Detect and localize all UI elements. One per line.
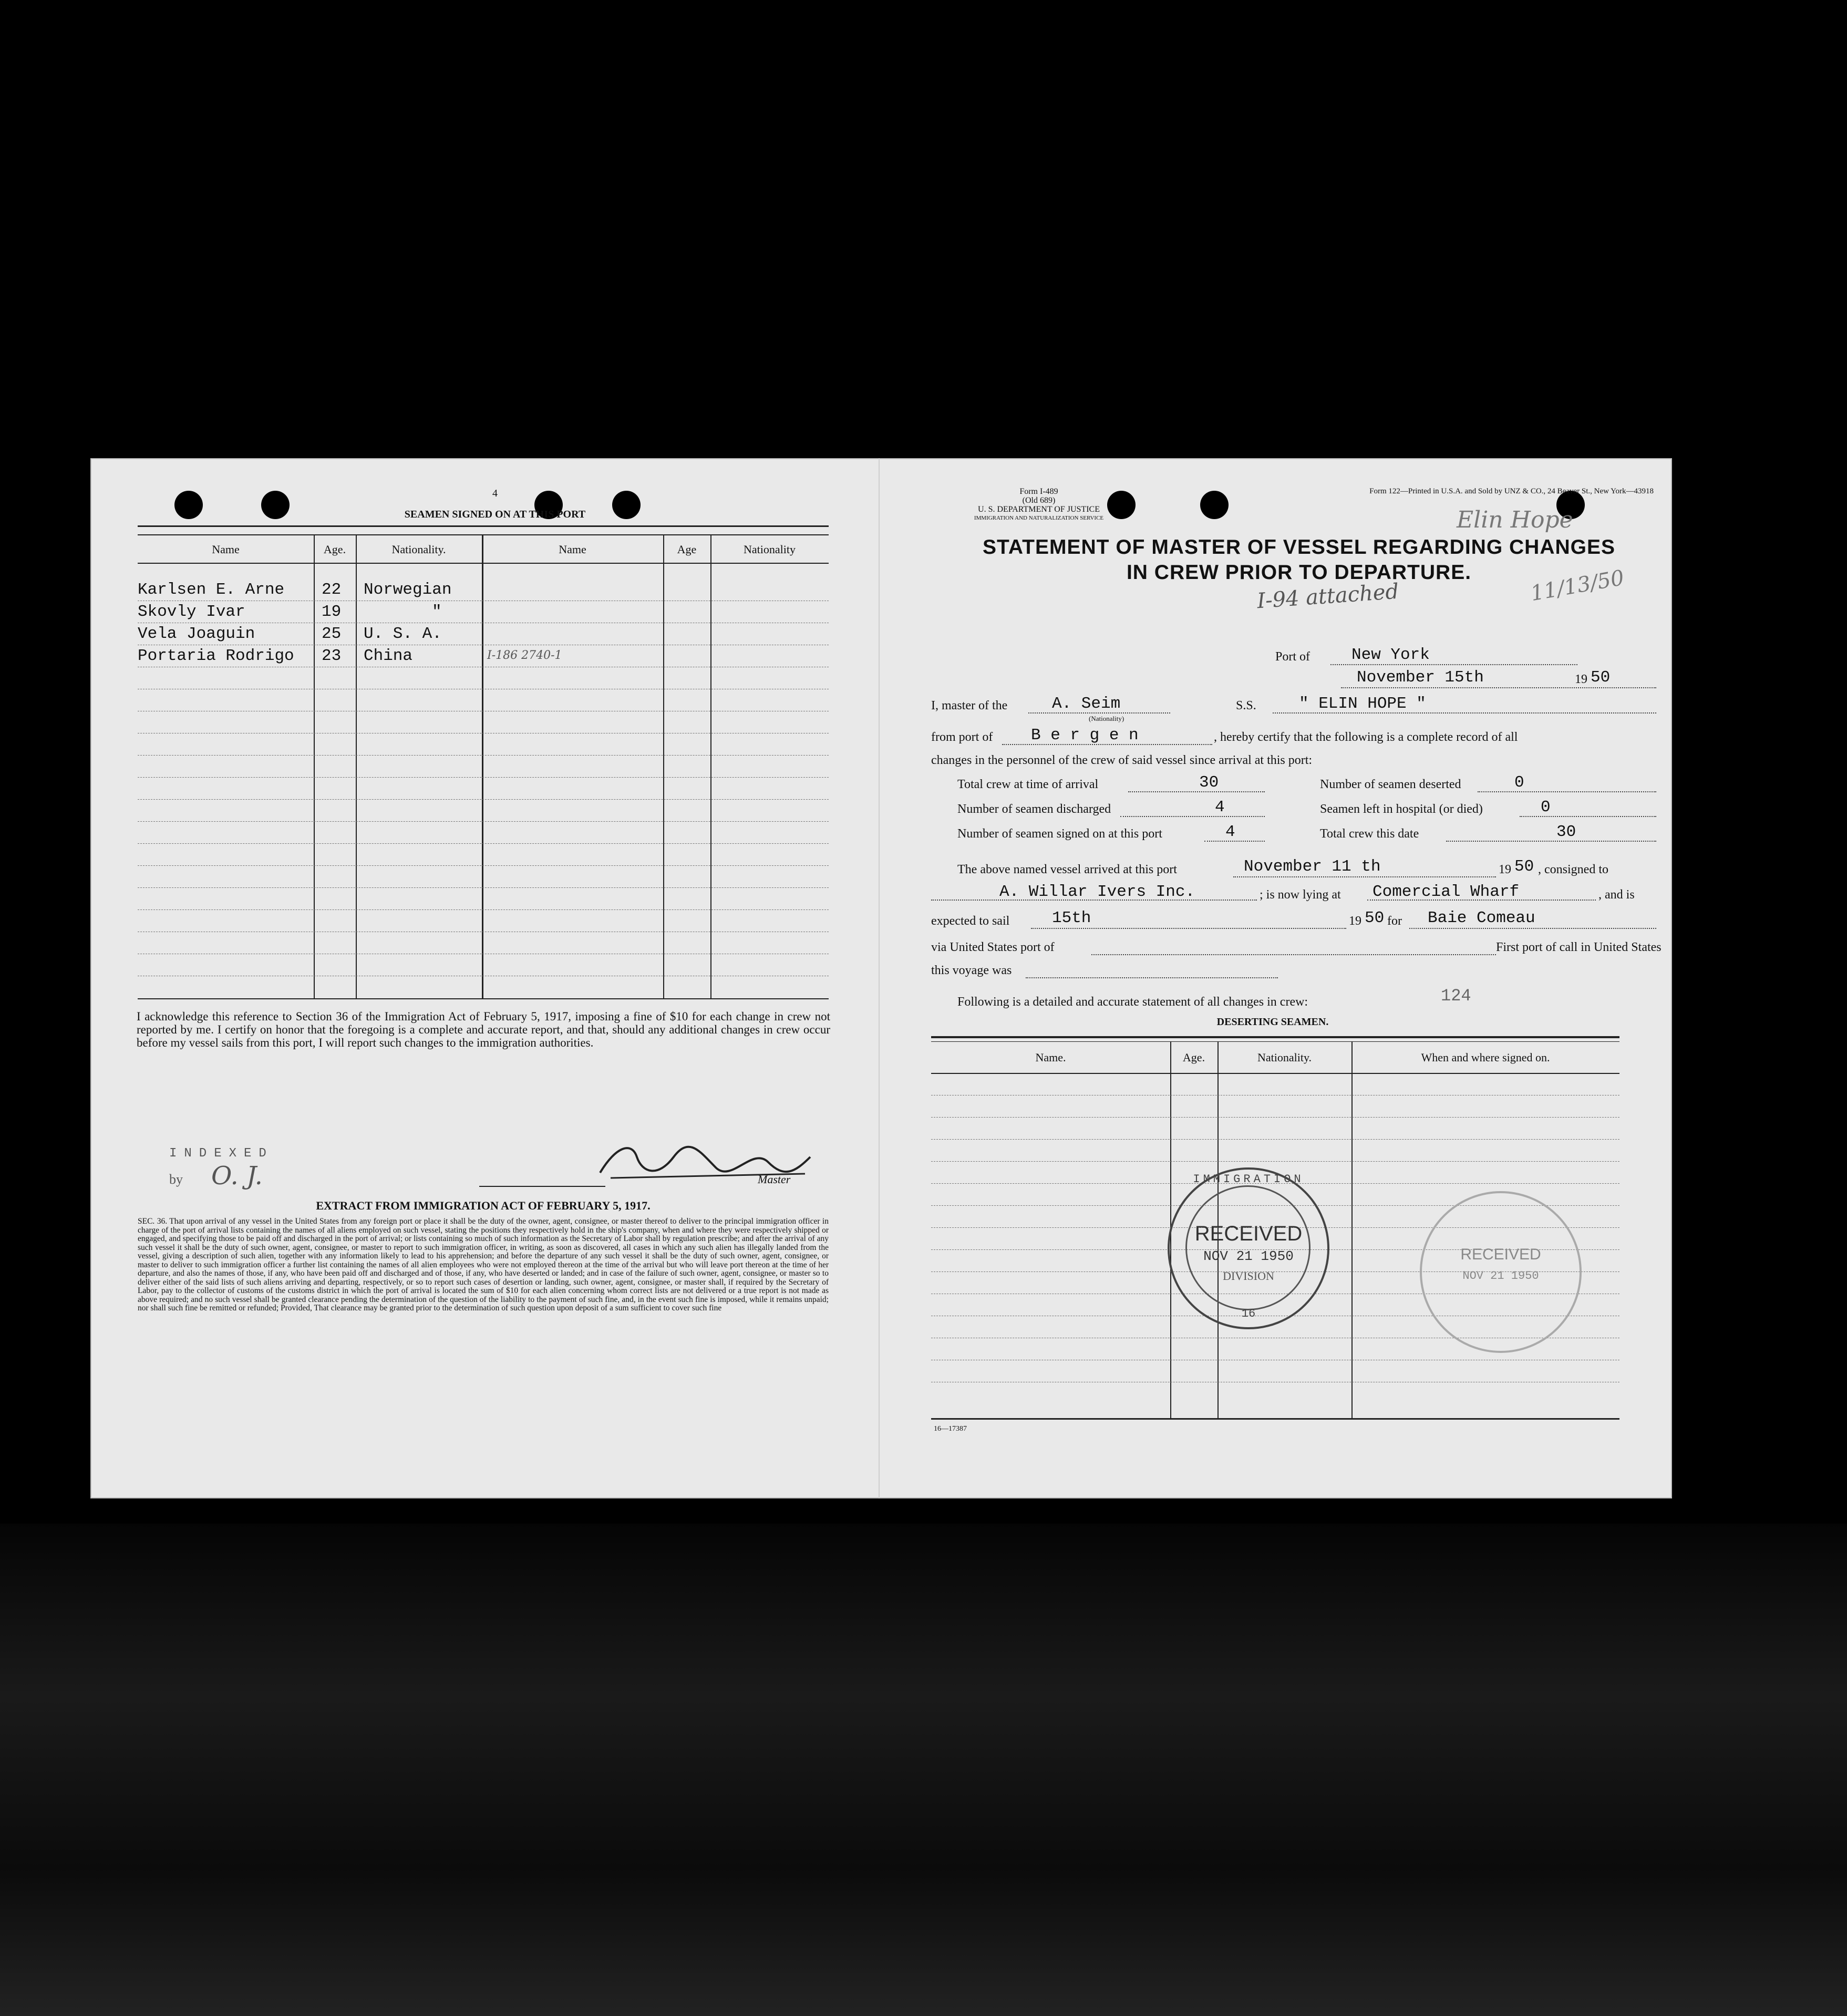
seaman-nationality: U. S. A. [364,625,442,643]
col-name: Name [212,543,240,556]
col-nationality-2: Nationality [744,543,796,556]
form-title-2: IN CREW PRIOR TO DEPARTURE. [1126,561,1472,584]
arrived-date: November 11 th [1244,857,1381,876]
port-of-value: New York [1351,646,1430,664]
received-stamp-division: DIVISION [1223,1269,1274,1283]
master-name: A. Seim [1052,695,1121,713]
stat-label: Number of seamen signed on at this port [957,827,1162,841]
extract-title: EXTRACT FROM IMMIGRATION ACT OF FEBRUARY 5, 1917. [316,1199,651,1212]
from-port-value: B e r g e n [1031,726,1139,745]
master-label: Master [758,1173,791,1186]
punch-hole [174,491,203,519]
sail-date: 15th [1052,909,1091,927]
left-heading: SEAMEN SIGNED ON AT THIS PORT [404,509,586,520]
acknowledgment: I acknowledge this reference to Section 36 of the Immigration Act of February 5, 1917, imposing a fine of $10 for each change in crew not reported by me. I certify on honor that the foregoing is a complete and accurate report, and that, should any additional changes in crew occur before my vessel sails from this port, I will report such changes to the immigration authorities. [137,1010,830,1049]
voyage-label: this voyage was [931,964,1012,977]
form-old: (Old 689) [1022,496,1056,505]
indexed-initials: O. J. [211,1161,263,1191]
vessel-name: " ELIN HOPE " [1299,695,1426,713]
seaman-age: 22 [322,581,342,599]
punch-hole [1200,491,1229,519]
stat-value: 30 [1556,823,1576,841]
for-label: for [1387,914,1402,928]
stamp-ring: IMMIGRATION [1193,1173,1304,1186]
consigned-label: , consigned to [1538,863,1608,876]
stat-value: 4 [1215,798,1225,816]
deserting-heading: DESERTING SEAMEN. [1216,1016,1329,1028]
faint-stamp-text: RECEIVED [1460,1246,1541,1263]
arrived-year-prefix: 19 [1499,863,1511,876]
stat-value: 30 [1199,773,1219,792]
margin-note: I-186 2740-1 [487,649,562,662]
seaman-name: Karlsen E. Arne [138,581,285,599]
stat-label: Number of seamen deserted [1320,778,1461,791]
col-nationality: Nationality. [391,543,446,556]
destination: Baie Comeau [1428,909,1535,927]
seaman-nationality: " [432,603,442,621]
from-port-label: from port of [931,730,993,744]
attached-note: I-94 attached [1256,579,1400,614]
top-rule [138,525,829,527]
stamp-sub: 16 [1241,1307,1256,1320]
first-port-label: First port of call in United States [1496,940,1662,954]
page-fold [879,458,880,1498]
sail-year-prefix: 19 [1349,914,1361,928]
scan-background [0,1524,1847,2016]
arrived-label: The above named vessel arrived at this port [957,863,1177,876]
col-deserting-name: Name. [1035,1051,1066,1064]
seaman-nationality: China [364,647,413,665]
port-of-label: Port of [1275,650,1310,664]
form-title-1: STATEMENT OF MASTER OF VESSEL REGARDING CHANGES [982,536,1616,559]
page-number: 4 [492,488,498,499]
received-stamp [1168,1167,1329,1329]
expected-label: expected to sail [931,914,1010,928]
seaman-name: Vela Joaguin [138,625,255,643]
col-age: Age. [323,543,346,556]
faint-stamp-date: NOV 21 1950 [1462,1269,1539,1283]
nationality-label: (Nationality) [1089,715,1124,722]
seaman-name: Skovly Ivar [138,603,245,621]
stat-value: 4 [1225,823,1235,841]
stat-label: Total crew this date [1320,827,1419,841]
stat-value: 0 [1541,798,1551,816]
footer-code: 16—17387 [934,1425,967,1433]
col-name-2: Name [559,543,586,556]
seaman-age: 23 [322,647,342,665]
handwritten-date: 11/13/50 [1529,565,1626,606]
received-stamp-date: NOV 21 1950 [1203,1248,1294,1264]
service: IMMIGRATION AND NATURALIZATION SERVICE [974,515,1104,521]
stat-label: Seamen left in hospital (or died) [1320,802,1483,816]
seaman-nationality: Norwegian [364,581,452,599]
indexed-stamp: INDEXED [169,1146,274,1161]
stat-value: 0 [1514,773,1524,792]
lying-label: ; is now lying at [1260,888,1341,902]
stat-label: Number of seamen discharged [957,802,1111,816]
received-stamp-text: RECEIVED [1194,1222,1303,1245]
col-age-2: Age [677,543,697,556]
statement-date: November 15th [1357,668,1484,687]
handwritten-vessel: Elin Hope [1457,506,1573,533]
ss-label: S.S. [1236,699,1256,712]
sail-year: 50 [1365,909,1385,927]
stamp-number: 124 [1441,986,1471,1006]
seaman-age: 19 [322,603,342,621]
master-of-label: I, master of the [931,699,1008,712]
punch-hole [612,491,641,519]
and-is-label: , and is [1598,888,1635,902]
col-deserting-age: Age. [1182,1051,1205,1064]
col-deserting-nationality: Nationality. [1257,1051,1312,1064]
certify-text-2: changes in the personnel of the crew of said vessel since arrival at this port: [931,753,1313,767]
form-header [947,487,1131,523]
consignee: A. Willar Ivers Inc. [999,883,1195,901]
following-label: Following is a detailed and accurate statement of all changes in crew: [957,995,1308,1009]
year-prefix: 19 [1575,673,1587,686]
seamen-table [138,534,829,999]
col-deserting-when: When and where signed on. [1421,1051,1550,1064]
certify-text: , hereby certify that the following is a complete record of all [1214,730,1518,744]
form-number: Form I-489 [1019,487,1058,496]
indexed-by: by [169,1172,183,1187]
department: U. S. DEPARTMENT OF JUSTICE [978,505,1100,514]
seaman-name: Portaria Rodrigo [138,647,294,665]
arrived-year: 50 [1514,857,1534,876]
seaman-age: 25 [322,625,342,643]
via-label: via United States port of [931,940,1055,954]
punch-hole [261,491,290,519]
wharf: Comercial Wharf [1373,883,1520,901]
document-sheet [90,458,1672,1498]
extract-text: SEC. 36. That upon arrival of any vessel in the United States from any foreign port or place it shall be the duty of the owner, agent, consignee, or master thereof to deliver to the principal immigration officer in charge of the port of arrival lists containing the names of all aliens employed on such vessel, stating the positions they respectively hold in the ship's company, when and where they were respectively shipped or engaged, and specifying those to be paid off and discharged in the port of arrival; or lists containing so much of such information as the Secretary of Labor shall by regulation prescribe; and after the arrival of any such vessel it shall be the duty of such owner, agent, consignee, or master to report to such immigration officer, in writing, as soon as discovered, all cases in which any such alien has illegally landed from the vessel, giving a description of such alien, together with any information likely to lead to his apprehension; and before the departure of any such vessel it shall be the duty of such owner, agent, consignee, or master to deliver to such immigration officer a further list containing the names of all alien employees who were not employed thereon at the time of the arrival but who will leave port thereon at the time of her departure, and also the names of those, if any, who have been paid off and discharged and of those, if any, who have deserted or landed; and in case of the failure of such owner, agent, consignee, or master so to deliver either of the said lists of such aliens arriving and departing, respectively, or so to report such cases of desertion or landing, such owner, agent, consignee, or master shall, if required by the Secretary of Labor, pay to the collector of customs of the customs district in which the port of arrival is located the sum of $10 for each alien concerning whom correct lists are not delivered or a true report is not made as above required; and no such vessel shall be granted clearance pending the determination of the question of the liability to the payment of such fine, and, in the event such fine is imposed, while it remains unpaid; nor shall such fine be remitted or refunded; Provided, That clearance may be granted prior to the determination of such question upon deposit of a sum sufficient to cover such fine [138,1217,829,1312]
received-stamp-faint [1420,1191,1582,1353]
year-value: 50 [1591,668,1611,687]
printer-line: Form 122—Printed in U.S.A. and Sold by UNZ & CO., 24 Beaver St., New York—43918 [1369,487,1654,495]
stat-label: Total crew at time of arrival [957,778,1099,791]
